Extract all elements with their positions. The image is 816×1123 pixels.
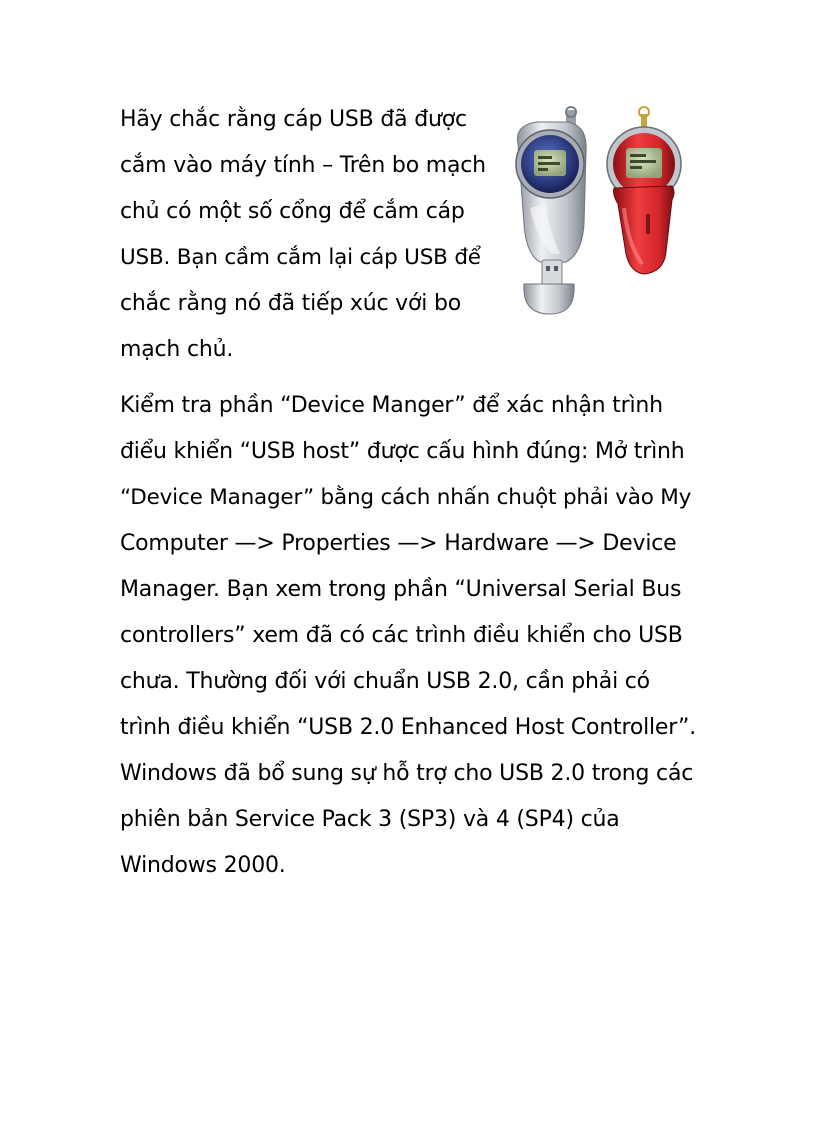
paragraph-2-line: Windows 2000. [120,853,286,878]
paragraph-1-line: chủ có một số cổng để cắm cáp [120,199,465,224]
red-player [607,107,681,274]
paragraph-2-line: “Device Manager” bằng cách nhấn chuột phải vào My [120,485,692,510]
paragraph-2-line: Manager. Bạn xem trong phần “Universal Serial Bus [120,577,682,602]
usb-player-photo [496,104,696,318]
paragraph-1-line: cắm vào máy tính – Trên bo mạch [120,153,486,178]
paragraph-2-line: chưa. Thường đối với chuẩn USB 2.0, cần phải có [120,669,650,694]
paragraph-1-line: Hãy chắc rằng cáp USB đã được [120,107,467,132]
usb-mp3-player-icon [496,104,696,318]
silver-player [516,107,586,314]
paragraph-2-line: phiên bản Service Pack 3 (SP3) và 4 (SP4) của [120,807,620,832]
paragraph-2-line: điểu khiển “USB host” được cấu hình đúng: Mở trình [120,439,685,464]
paragraph-2-line: Windows đã bổ sung sự hỗ trợ cho USB 2.0 trong các [120,761,694,786]
paragraph-2-line: Computer —> Properties —> Hardware —> Device [120,531,677,556]
paragraph-2-line: controllers” xem đã có các trình điều khiển cho USB [120,623,683,648]
paragraph-1-line: chắc rằng nó đã tiếp xúc với bo [120,291,461,316]
paragraph-1-line: mạch chủ. [120,337,234,362]
paragraph-2-line: trình điều khiển “USB 2.0 Enhanced Host Controller”. [120,715,697,740]
paragraph-2-line: Kiểm tra phần “Device Manger” để xác nhận trình [120,393,663,418]
paragraph-1-line: USB. Bạn cầm cắm lại cáp USB để [120,245,481,270]
